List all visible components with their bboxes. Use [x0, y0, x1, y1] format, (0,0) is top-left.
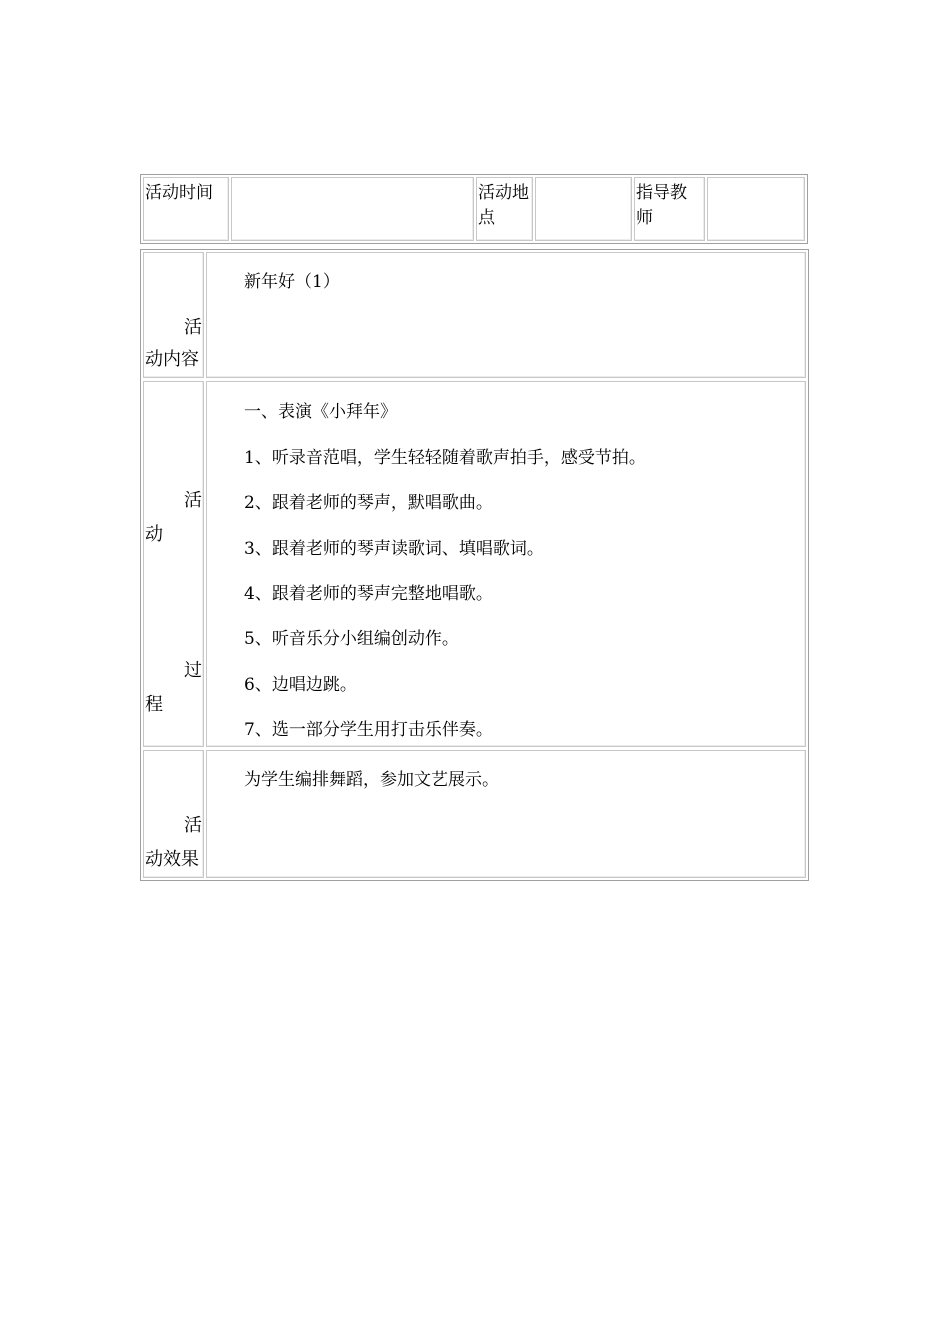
place-label: 活动地点 — [478, 183, 529, 228]
effect-label-part2: 动效果 — [145, 849, 199, 870]
time-label-cell — [143, 177, 229, 241]
teacher-label-cell — [634, 177, 705, 241]
process-step: 3、跟着老师的琴声读歌词、填唱歌词。 — [244, 539, 544, 559]
process-label-cell — [143, 381, 204, 747]
process-row — [143, 381, 806, 747]
place-value-cell — [535, 177, 632, 241]
time-value-cell — [231, 177, 474, 241]
content-label-part1: 活 — [184, 317, 202, 338]
effect-label-cell — [143, 750, 204, 878]
process-step: 2、跟着老师的琴声，默唱歌曲。 — [244, 493, 493, 513]
process-label-part4: 程 — [145, 694, 163, 715]
process-step: 1、听录音范唱，学生轻轻随着歌声拍手，感受节拍。 — [244, 448, 646, 468]
teacher-label: 指导教师 — [636, 183, 687, 228]
content-label-part2: 动内容 — [145, 349, 199, 370]
process-label-part1: 活 — [184, 490, 202, 511]
process-step: 一、表演《小拜年》 — [244, 402, 397, 422]
content-row — [143, 252, 806, 378]
effect-text: 为学生编排舞蹈，参加文艺展示。 — [244, 770, 499, 790]
process-step: 7、选一部分学生用打击乐伴奏。 — [244, 720, 493, 740]
activity-detail-table — [140, 249, 809, 881]
process-step: 6、边唱边跳。 — [244, 675, 357, 695]
process-value-cell — [206, 381, 806, 747]
effect-row — [143, 750, 806, 878]
process-step: 5、听音乐分小组编创动作。 — [244, 629, 459, 649]
time-label: 活动时间 — [145, 183, 213, 203]
teacher-value-cell — [707, 177, 805, 241]
process-label-part3: 过 — [184, 660, 202, 681]
effect-value-cell — [206, 750, 806, 878]
place-label-cell — [476, 177, 533, 241]
activity-info-table — [140, 174, 808, 244]
process-label-part2: 动 — [145, 524, 163, 545]
effect-label-part1: 活 — [184, 815, 202, 836]
content-text: 新年好（1） — [244, 272, 340, 292]
content-value-cell — [206, 252, 806, 378]
content-label-cell — [143, 252, 204, 378]
process-step: 4、跟着老师的琴声完整地唱歌。 — [244, 584, 493, 604]
